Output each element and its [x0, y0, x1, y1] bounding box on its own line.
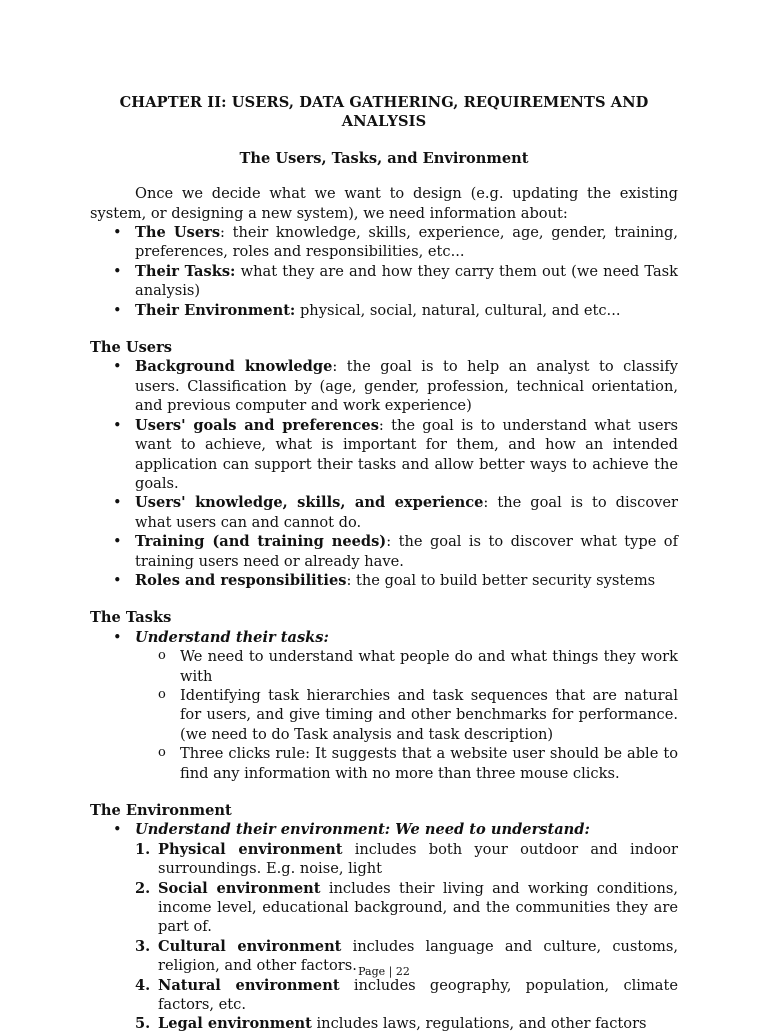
- bullet-term: Their Environment:: [135, 301, 296, 319]
- environment-heading: The Environment: [90, 802, 232, 819]
- list-item: [135, 301, 678, 320]
- bullet-term: Understand their environment: We need to understand:: [135, 821, 590, 839]
- item-term: Legal environment: [158, 1015, 312, 1033]
- item-number: 1.: [135, 840, 151, 858]
- bullet-text: : the goal is to understand what users want to achieve, what is important for them, and how an intended application can support their tasks and allow better ways to achieve the goals.: [135, 416, 679, 492]
- item-term: Cultural environment: [158, 937, 342, 955]
- list-item: [135, 628, 678, 783]
- bullet-term: Understand their tasks:: [135, 628, 329, 646]
- tasks-heading: The Tasks: [90, 609, 172, 627]
- bullet-text: : their knowledge, skills, experience, age, gender, training, preferences, roles and responsibilities, etc...: [135, 224, 679, 261]
- numbered-item: [135, 840, 678, 879]
- item-text: includes geography, population, climate factors, etc.: [158, 976, 678, 1014]
- list-item: [135, 262, 678, 301]
- sub-list-item: o Three clicks rule: It suggests that a website user should be able to find any information with no more than three mouse clicks.: [180, 744, 678, 783]
- item-text: includes laws, regulations, and other factors: [311, 1015, 647, 1033]
- chapter-title: CHAPTER II: USERS, DATA GATHERING, REQUIREMENTS AND ANALYSIS: [119, 94, 649, 131]
- item-text: includes language and culture, customs, religion, and other factors.: [158, 937, 678, 975]
- sub-list-item: o Identifying task hierarchies and task sequences that are natural for users, and give timing and other benchmarks for performance. (we need to do Task analysis and task description): [180, 686, 678, 744]
- environment-bullet-list: [90, 820, 678, 1033]
- item-text: includes both your outdoor and indoor surroundings. E.g. noise, light: [158, 840, 678, 878]
- item-term: Physical environment: [158, 840, 343, 858]
- intro-bullet-list: [90, 223, 678, 320]
- bullet-term: Roles and responsibilities: [135, 571, 347, 589]
- list-item: [135, 416, 678, 494]
- numbered-item: [135, 1014, 678, 1033]
- bullet-term: Training (and training needs): [135, 533, 387, 551]
- intro-paragraph: Once we decide what we want to design (e.g. updating the existing system, or designing a new system), we need information about:: [90, 185, 678, 222]
- tasks-sub-list: [135, 647, 678, 783]
- bullet-text: what they are and how they carry them out (we need Task analysis): [135, 262, 678, 300]
- numbered-item: [135, 879, 678, 937]
- item-term: Natural environment: [158, 976, 340, 994]
- numbered-item: [135, 976, 678, 1015]
- bullet-text: : the goal is to discover what type of training users need or already have.: [135, 533, 678, 570]
- bullet-text: : the goal is to help an analyst to classify users. Classification by (age, gender, profession, technical orientation, and previous computer and work experience): [135, 358, 678, 415]
- tasks-bullet-list: [90, 628, 678, 783]
- list-item: [135, 357, 678, 415]
- item-number: 4.: [135, 976, 151, 994]
- sub-list-item: o We need to understand what people do and what things they work with: [180, 647, 678, 686]
- list-item: [135, 223, 678, 262]
- item-number: 5.: [135, 1015, 151, 1033]
- users-heading: The Users: [90, 339, 172, 357]
- item-number: 3.: [135, 937, 151, 955]
- bullet-term: Background knowledge: [135, 358, 333, 376]
- bullet-term: Users' knowledge, skills, and experience: [135, 494, 484, 512]
- list-item: [135, 571, 678, 590]
- page-content: [90, 93, 678, 1034]
- list-item: [135, 820, 678, 1033]
- bullet-text: physical, social, natural, cultural, and etc...: [295, 301, 621, 319]
- section-title: The Users, Tasks, and Environment: [239, 149, 529, 167]
- bullet-term: Users' goals and preferences: [135, 416, 379, 434]
- environment-numbered-list: [135, 840, 678, 1034]
- bullet-term: Their Tasks:: [135, 262, 236, 280]
- bullet-text: : the goal to build better security systems: [346, 571, 656, 589]
- list-item: [135, 493, 678, 532]
- bullet-term: The Users: [135, 224, 221, 242]
- users-bullet-list: [90, 357, 678, 590]
- list-item: [135, 532, 678, 571]
- item-term: Social environment: [158, 879, 321, 897]
- item-number: 2.: [135, 879, 151, 897]
- item-text: includes their living and working conditions, income level, educational background, and the communities they are part of.: [158, 879, 678, 936]
- bullet-text: : the goal is to discover what users can and cannot do.: [135, 494, 678, 531]
- page-number-footer: Page | 22: [358, 965, 410, 978]
